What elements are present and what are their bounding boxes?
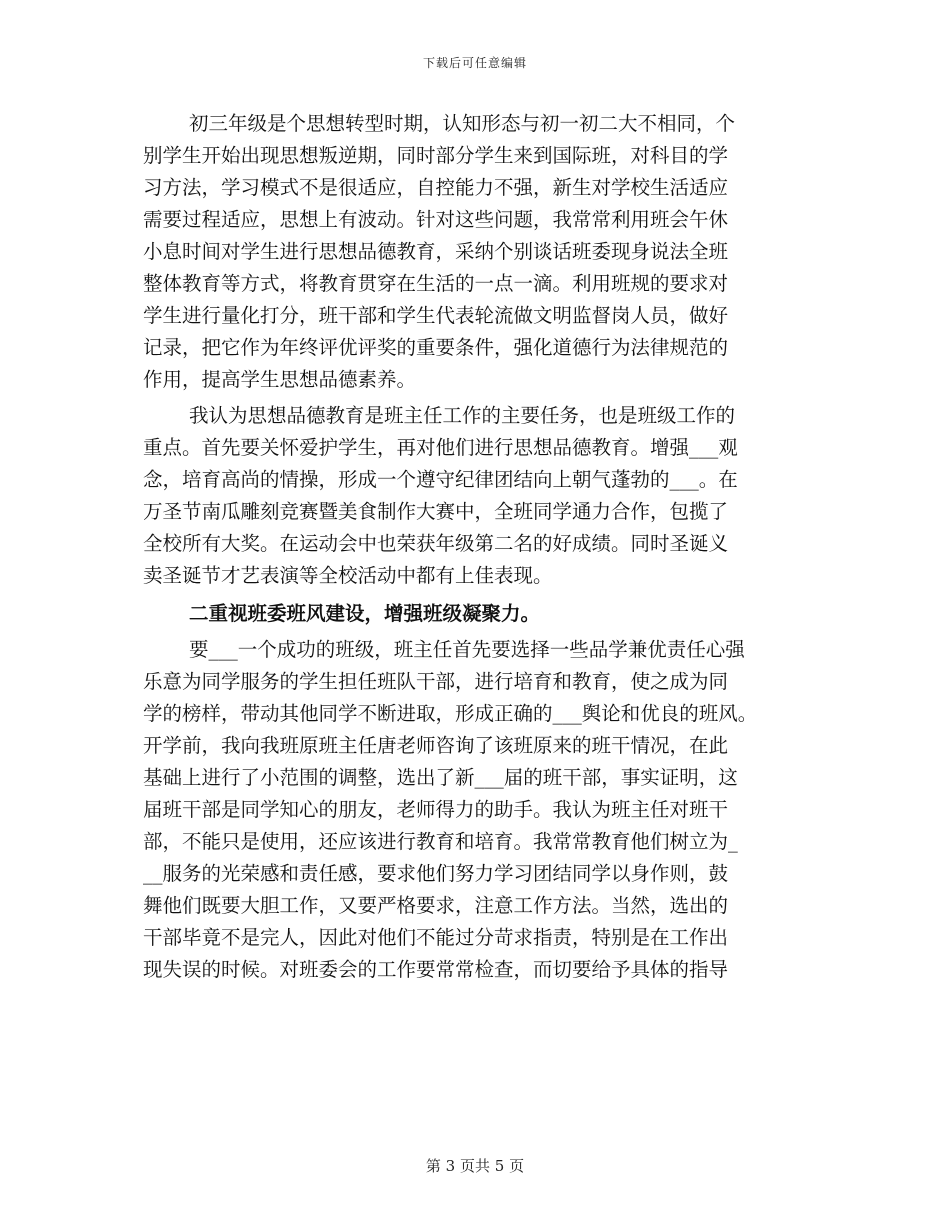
text-line: 作用，提高学生思想品德素养。 <box>143 368 417 391</box>
text-line: 开学前，我向我班原班主任唐老师咨询了该班原来的班干情况，在此 <box>143 734 729 757</box>
document-body <box>143 108 807 986</box>
text-line: 念，培育高尚的情操，形成一个遵守纪律团结向上朝气蓬勃的___。在 <box>143 468 738 491</box>
text-line: 届班干部是同学知心的朋友，老师得力的助手。我认为班主任对班干 <box>143 798 729 821</box>
text-line: 小息时间对学生进行思想品德教育，采纳个别谈话班委现身说法全班 <box>143 240 729 263</box>
text-line: 干部毕竟不是完人，因此对他们不能过分苛求指责，特别是在工作出 <box>143 926 729 949</box>
text-line: 乐意为同学服务的学生担任班队干部，进行培育和教育，使之成为同 <box>143 670 729 693</box>
section-heading: 二重视班委班风建设，增强班级凝聚力。 <box>189 602 541 625</box>
text-line: 基础上进行了小范围的调整，选出了新___届的班干部，事实证明，这 <box>143 766 738 789</box>
text-line: 重点。首先要关怀爱护学生，再对他们进行思想品德教育。增强___观 <box>143 436 738 459</box>
text-line: 万圣节南瓜雕刻竞赛暨美食制作大赛中，全班同学通力合作，包揽了 <box>143 500 729 523</box>
text-line: 全校所有大奖。在运动会中也荣获年级第二名的好成绩。同时圣诞义 <box>143 532 729 555</box>
text-line: 部，不能只是使用，还应该进行教育和培育。我常常教育他们树立为_ <box>143 830 738 853</box>
text-line: 我认为思想品德教育是班主任工作的主要任务，也是班级工作的 <box>189 404 736 427</box>
text-line: 记录，把它作为年终评优评奖的重要条件，强化道德行为法律规范的 <box>143 336 729 359</box>
text-line: 卖圣诞节才艺表演等全校活动中都有上佳表现。 <box>143 564 553 587</box>
text-line: 现失误的时候。对班委会的工作要常常检查，而切要给予具体的指导 <box>143 958 729 981</box>
text-line: 别学生开始出现思想叛逆期，同时部分学生来到国际班，对科目的学 <box>143 144 729 167</box>
page-footer: 第 3 页共 5 页 <box>425 1157 525 1175</box>
text-line: 习方法，学习模式不是很适应，自控能力不强，新生对学校生活适应 <box>143 176 729 199</box>
text-line: 学生进行量化打分，班干部和学生代表轮流做文明监督岗人员，做好 <box>143 304 729 327</box>
text-line: 需要过程适应，思想上有波动。针对这些问题，我常常利用班会午休 <box>143 208 729 231</box>
text-line: 要___一个成功的班级，班主任首先要选择一些品学兼优责任心强 <box>189 638 745 661</box>
text-line: 整体教育等方式，将教育贯穿在生活的一点一滴。利用班规的要求对 <box>143 272 729 295</box>
text-line: 初三年级是个思想转型时期，认知形态与初一初二大不相同，个 <box>189 112 736 135</box>
text-line: 舞他们既要大胆工作，又要严格要求，注意工作方法。当然，选出的 <box>143 894 729 917</box>
text-line: __服务的光荣感和责任感，要求他们努力学习团结同学以身作则，鼓 <box>143 862 729 885</box>
text-line: 学的榜样，带动其他同学不断进取，形成正确的___舆论和优良的班风。 <box>143 702 758 725</box>
page-header: 下载后可任意编辑 <box>422 56 527 70</box>
